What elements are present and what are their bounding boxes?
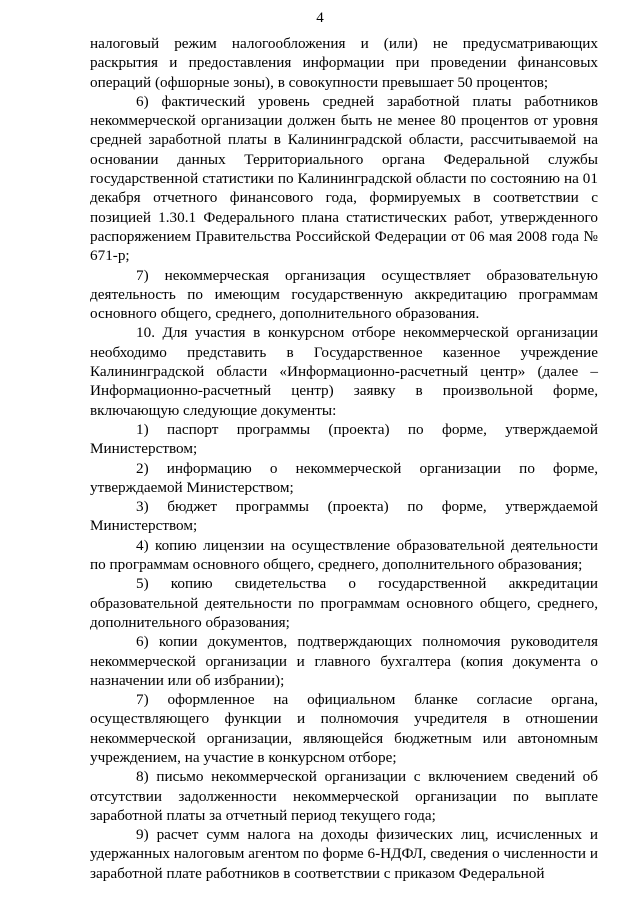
paragraph-doc-7-consent: 7) оформленное на официальном бланке согласие органа, осуществляющего функции и полномочия учредителя в отношении некоммерческой организации, являющейся бюджетным или автономным учреждением, на участие в конкурсном отборе; <box>90 691 598 766</box>
paragraph-doc-5-accreditation: 5) копию свидетельства о государственной аккредитации образовательной деятельности по программам основного общего, среднего, дополнительного образования; <box>90 575 598 631</box>
page-number: 4 <box>316 10 324 26</box>
document-body <box>90 34 598 883</box>
paragraph-doc-9-tax: 9) расчет сумм налога на доходы физических лиц, исчисленных и удержанных налоговым агентом по форме 6-НДФЛ, сведения о численности и заработной плате работников в соответствии с приказом Федеральной <box>90 826 598 882</box>
paragraph-doc-3-budget: 3) бюджет программы (проекта) по форме, утверждаемой Министерством; <box>90 498 598 535</box>
paragraph-doc-2-info: 2) информацию о некоммерческой организации по форме, утверждаемой Министерством; <box>90 459 598 496</box>
paragraph-doc-4-license: 4) копию лицензии на осуществление образовательной деятельности по программам основного общего, среднего, дополнительного образования; <box>90 536 598 574</box>
paragraph-continuation: налоговый режим налогообложения и (или) не предусматривающих раскрытия и предоставления информации при проведении финансовых операций (офшорные зоны), в совокупности превышает 50 процентов; <box>90 35 598 91</box>
paragraph-clause-10: 10. Для участия в конкурсном отборе некоммерческой организации необходимо представить в Государственное казенное учреждение Калининградской области «Информационно-расчетный центр» (далее – Информационно-расчетный центр) заявку в произвольной форме, включающую следующие документы: <box>90 324 598 419</box>
paragraph-doc-1-passport: 1) паспорт программы (проекта) по форме, утверждаемой Министерством; <box>90 420 598 458</box>
paragraph-item-7-education: 7) некоммерческая организация осуществляет образовательную деятельность по имеющим государственную аккредитацию программам основного общего, среднего, дополнительного образования. <box>90 266 598 323</box>
paragraph-doc-6-authority: 6) копии документов, подтверждающих полномочия руководителя некоммерческой организации и главного бухгалтера (копия документа о назначении или об избрании); <box>90 633 598 689</box>
paragraph-item-6-salary: 6) фактический уровень средней заработной платы работников некоммерческой организации должен быть не менее 80 процентов от уровня средней заработной платы в Калининградской области, рассчитываемой на основании данных Территориального органа Федеральной службы государственной статистики по Калининградской области по состоянию на 01 декабря отчетного финансового года, формируемых в соответствии с позицией 1.30.1 Федерального плана статистических работ, утвержденного распоряжением Правительства Российской Федерации от 06 мая 2008 года № 671-р; <box>90 92 598 265</box>
paragraph-doc-8-letter: 8) письмо некоммерческой организации с включением сведений об отсутствии задолженности некоммерческой организации по выплате заработной платы за отчетный период текущего года; <box>90 768 598 824</box>
